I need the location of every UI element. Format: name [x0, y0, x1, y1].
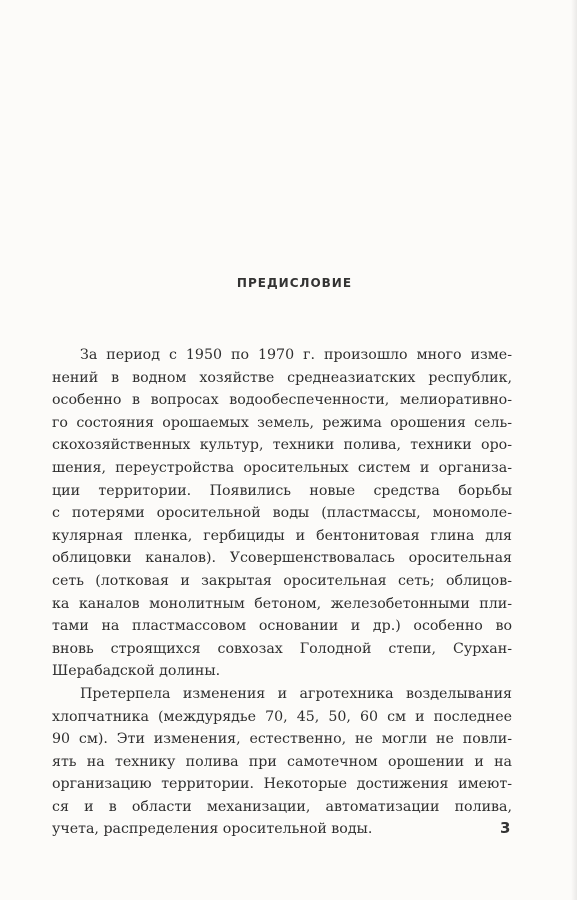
- text-line: го состояния орошаемых земель, режима орошения сель-: [52, 414, 512, 431]
- page-number: 3: [500, 819, 511, 837]
- text-line: ка каналов монолитным бетоном, железобетонными пли-: [52, 595, 512, 612]
- text-line: Шерабадской долины.: [52, 663, 221, 680]
- body-text: [52, 344, 512, 841]
- page-edge-shadow: [571, 0, 577, 900]
- text-line: ся и в области механизации, автоматизации полива,: [52, 798, 512, 815]
- text-line: вновь строящихся совхозах Голодной степи, Сурхан-: [52, 640, 512, 657]
- text-line: ять на технику полива при самотечном орошении и на: [52, 753, 512, 770]
- text-line: с потерями оросительной воды (пластмассы, мономоле-: [52, 505, 512, 522]
- section-heading: ПРЕДИСЛОВИЕ: [236, 276, 353, 290]
- text-line: За период с 1950 по 1970 г. произошло много изме-: [80, 347, 512, 363]
- text-line: кулярная пленка, гербициды и бентонитовая глина для: [52, 527, 512, 544]
- text-line: учета, распределения оросительной воды.: [52, 821, 373, 838]
- text-line: ции территории. Появились новые средства борьбы: [52, 482, 512, 499]
- text-line: шения, переустройства оросительных систем и организа-: [52, 459, 512, 476]
- text-line: скохозяйственных культур, техники полива, техники оро-: [52, 437, 512, 454]
- text-line: Претерпела изменения и агротехника возделывания: [80, 685, 512, 702]
- text-line: особенно в вопросах водообеспеченности, мелиоративно-: [52, 392, 512, 409]
- text-line: организацию территории. Некоторые достижения имеют-: [52, 776, 512, 793]
- text-line: 90 см). Эти изменения, естественно, не могли не повли-: [52, 731, 512, 748]
- text-line: облицовки каналов). Усовершенствовалась оросительная: [52, 550, 512, 567]
- text-line: сеть (лотковая и закрытая оросительная сеть; облицов-: [52, 572, 512, 589]
- text-line: хлопчатника (междурядье 70, 45, 50, 60 см и последнее: [52, 708, 512, 725]
- text-line: нений в водном хозяйстве среднеазиатских республик,: [52, 369, 512, 386]
- text-line: тами на пластмассовом основании и др.) особенно во: [52, 618, 512, 635]
